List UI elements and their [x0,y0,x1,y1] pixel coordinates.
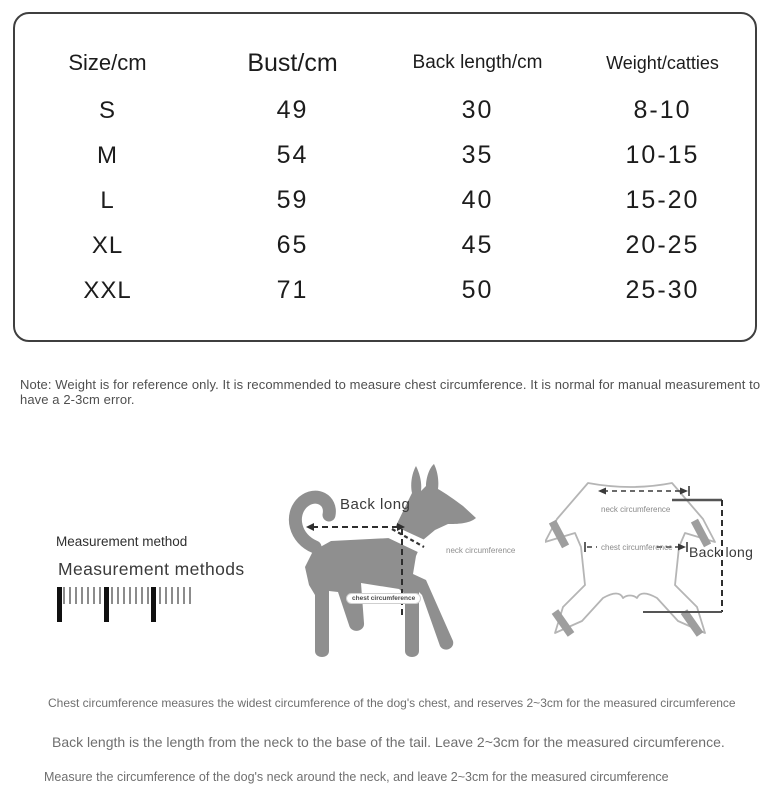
table-row-l [15,178,755,223]
size-value: L [100,186,115,214]
measurement-method-label: Measurement method [56,534,188,549]
weight-value: 15-20 [625,186,700,214]
weight-value: 8-10 [633,96,692,124]
size-table-card [13,12,757,342]
dog-neck-circumference-label: neck circumference [446,546,516,555]
garment-chest-circumference-label: chest circumference [601,543,673,552]
back-length-value: 40 [461,186,494,214]
measurement-methods-title: Measurement methods [58,559,245,579]
weight-note: Note: Weight is for reference only. It is recommended to measure chest circumference. It is normal for manual measurement to have a 2-3cm error. [20,377,761,407]
dog-chest-circumference-label: chest circumference [346,593,421,604]
chest-measure-description: Chest circumference measures the widest circumference of the dog's chest, and reserves 2~3cm for the measured circumference [48,696,736,710]
table-row-xl [15,223,755,268]
neck-measure-description: Measure the circumference of the dog's neck around the neck, and leave 2~3cm for the measured circumference [44,770,669,784]
back-length-value: 30 [461,96,494,124]
size-table-header-row [15,38,755,88]
bust-value: 59 [276,186,309,214]
back-measure-description: Back length is the length from the neck to the base of the tail. Leave 2~3cm for the measured circumference. [52,734,725,750]
dog-back-length-label: Back long [340,496,411,513]
table-row-m [15,133,755,178]
weight-value: 20-25 [625,231,700,259]
table-row-xxl [15,268,755,313]
column-header-back-length: Back length/cm [412,52,543,73]
back-length-value: 35 [461,141,494,169]
bust-value: 65 [276,231,309,259]
ruler-major-tick [151,587,156,622]
back-length-value: 50 [461,276,494,304]
size-value: M [97,141,118,169]
weight-value: 25-30 [625,276,700,304]
size-value: XXL [83,276,132,304]
size-value: S [98,96,116,124]
column-header-size: Size/cm [68,50,147,75]
ruler-major-tick [104,587,109,622]
garment-back-length-label: Back long [689,544,754,560]
garment-neck-circumference-label: neck circumference [601,505,671,514]
bust-value: 54 [276,141,309,169]
table-row-s [15,88,755,133]
bust-value: 49 [276,96,309,124]
column-header-weight: Weight/catties [606,52,719,73]
weight-value: 10-15 [625,141,700,169]
back-length-value: 45 [461,231,494,259]
column-header-bust: Bust/cm [247,48,338,77]
ruler-major-tick [57,587,62,622]
ruler-illustration [57,587,199,624]
bust-value: 71 [276,276,309,304]
ruler-small-ticks [57,587,193,604]
size-value: XL [91,231,124,259]
dog-diagram-illustration [285,455,520,670]
